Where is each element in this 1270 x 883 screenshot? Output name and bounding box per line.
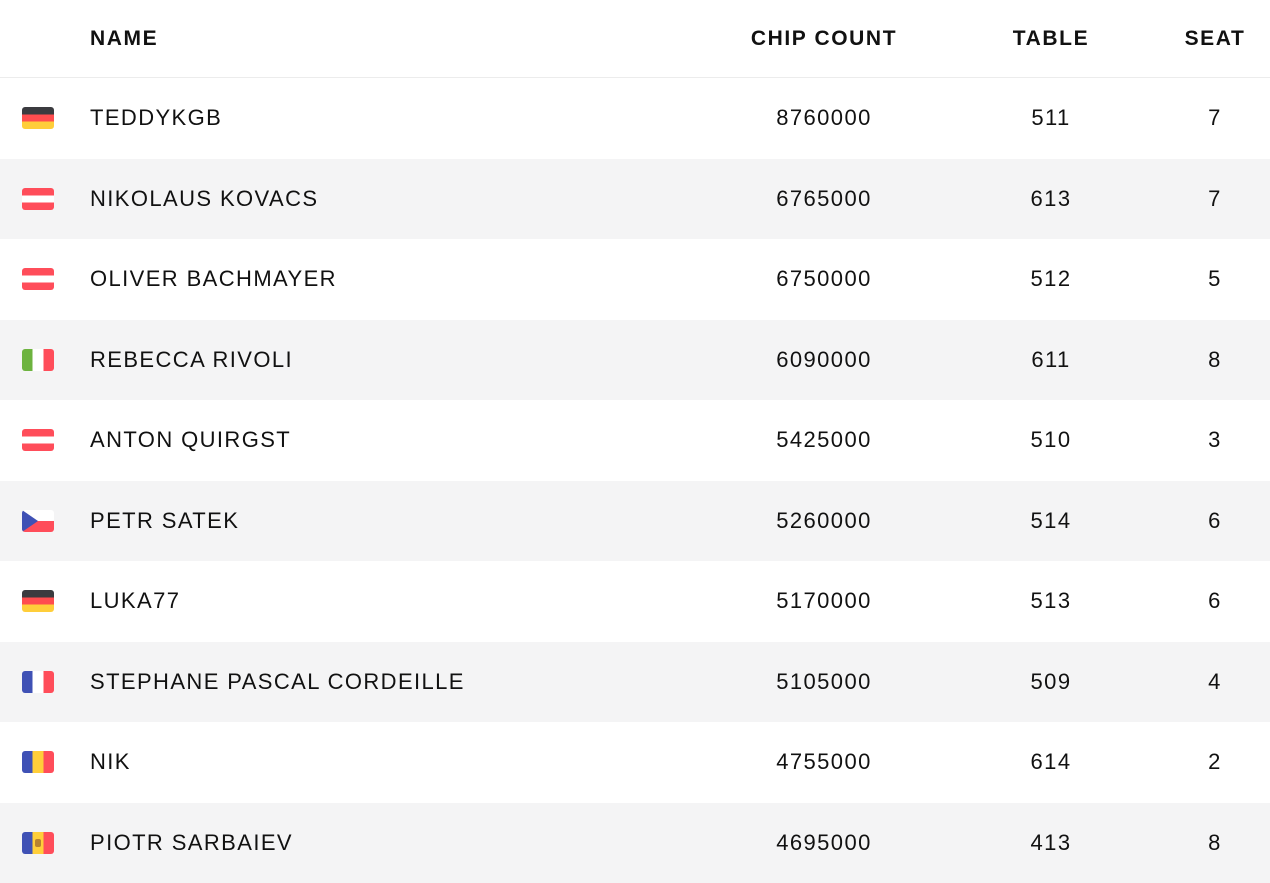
chip-count: 5170000	[724, 561, 924, 642]
table-number: 512	[1000, 239, 1102, 320]
czech-flag-icon	[22, 510, 54, 532]
table-row[interactable]	[0, 561, 1270, 642]
france-flag-icon	[22, 671, 54, 693]
table-row[interactable]	[0, 320, 1270, 401]
header-name[interactable]: NAME	[90, 0, 158, 77]
table-number: 613	[1000, 159, 1102, 240]
germany-flag-icon	[22, 107, 54, 129]
table-row[interactable]	[0, 722, 1270, 803]
player-name: REBECCA RIVOLI	[90, 320, 293, 401]
player-name: ANTON QUIRGST	[90, 400, 291, 481]
austria-flag-icon	[22, 429, 54, 451]
player-name: NIKOLAUS KOVACS	[90, 159, 318, 240]
player-name: TEDDYKGB	[90, 78, 222, 159]
germany-flag-icon	[22, 590, 54, 612]
table-row[interactable]	[0, 400, 1270, 481]
chip-count: 4755000	[724, 722, 924, 803]
table-row[interactable]	[0, 481, 1270, 562]
table-number: 510	[1000, 400, 1102, 481]
chip-count: 6090000	[724, 320, 924, 401]
seat-number: 5	[1170, 239, 1260, 320]
table-number: 511	[1000, 78, 1102, 159]
seat-number: 3	[1170, 400, 1260, 481]
header-chip-count[interactable]: CHIP COUNT	[724, 0, 924, 77]
chip-count: 4695000	[724, 803, 924, 883]
table-row[interactable]	[0, 78, 1270, 159]
seat-number: 8	[1170, 803, 1260, 883]
player-name: LUKA77	[90, 561, 180, 642]
table-number: 513	[1000, 561, 1102, 642]
table-row[interactable]	[0, 239, 1270, 320]
table-number: 413	[1000, 803, 1102, 883]
player-name: STEPHANE PASCAL CORDEILLE	[90, 642, 465, 723]
header-seat[interactable]: SEAT	[1170, 0, 1260, 77]
table-row[interactable]	[0, 642, 1270, 723]
player-name: PETR SATEK	[90, 481, 239, 562]
austria-flag-icon	[22, 188, 54, 210]
chip-count: 5425000	[724, 400, 924, 481]
table-row[interactable]	[0, 803, 1270, 883]
seat-number: 8	[1170, 320, 1260, 401]
moldova-flag-icon	[22, 832, 54, 854]
austria-flag-icon	[22, 268, 54, 290]
table-number: 509	[1000, 642, 1102, 723]
table-number: 614	[1000, 722, 1102, 803]
table-header	[0, 0, 1270, 78]
seat-number: 6	[1170, 561, 1260, 642]
italy-flag-icon	[22, 349, 54, 371]
seat-number: 2	[1170, 722, 1260, 803]
header-table[interactable]: TABLE	[1000, 0, 1102, 77]
player-name: OLIVER BACHMAYER	[90, 239, 337, 320]
chip-count: 5105000	[724, 642, 924, 723]
chip-count: 6750000	[724, 239, 924, 320]
chip-count: 8760000	[724, 78, 924, 159]
seat-number: 6	[1170, 481, 1260, 562]
table-row[interactable]	[0, 159, 1270, 240]
seat-number: 4	[1170, 642, 1260, 723]
chip-count: 5260000	[724, 481, 924, 562]
table-number: 514	[1000, 481, 1102, 562]
table-number: 611	[1000, 320, 1102, 401]
romania-flag-icon	[22, 751, 54, 773]
chip-count: 6765000	[724, 159, 924, 240]
seat-number: 7	[1170, 78, 1260, 159]
player-name: PIOTR SARBAIEV	[90, 803, 293, 883]
seat-number: 7	[1170, 159, 1260, 240]
player-name: NIK	[90, 722, 131, 803]
